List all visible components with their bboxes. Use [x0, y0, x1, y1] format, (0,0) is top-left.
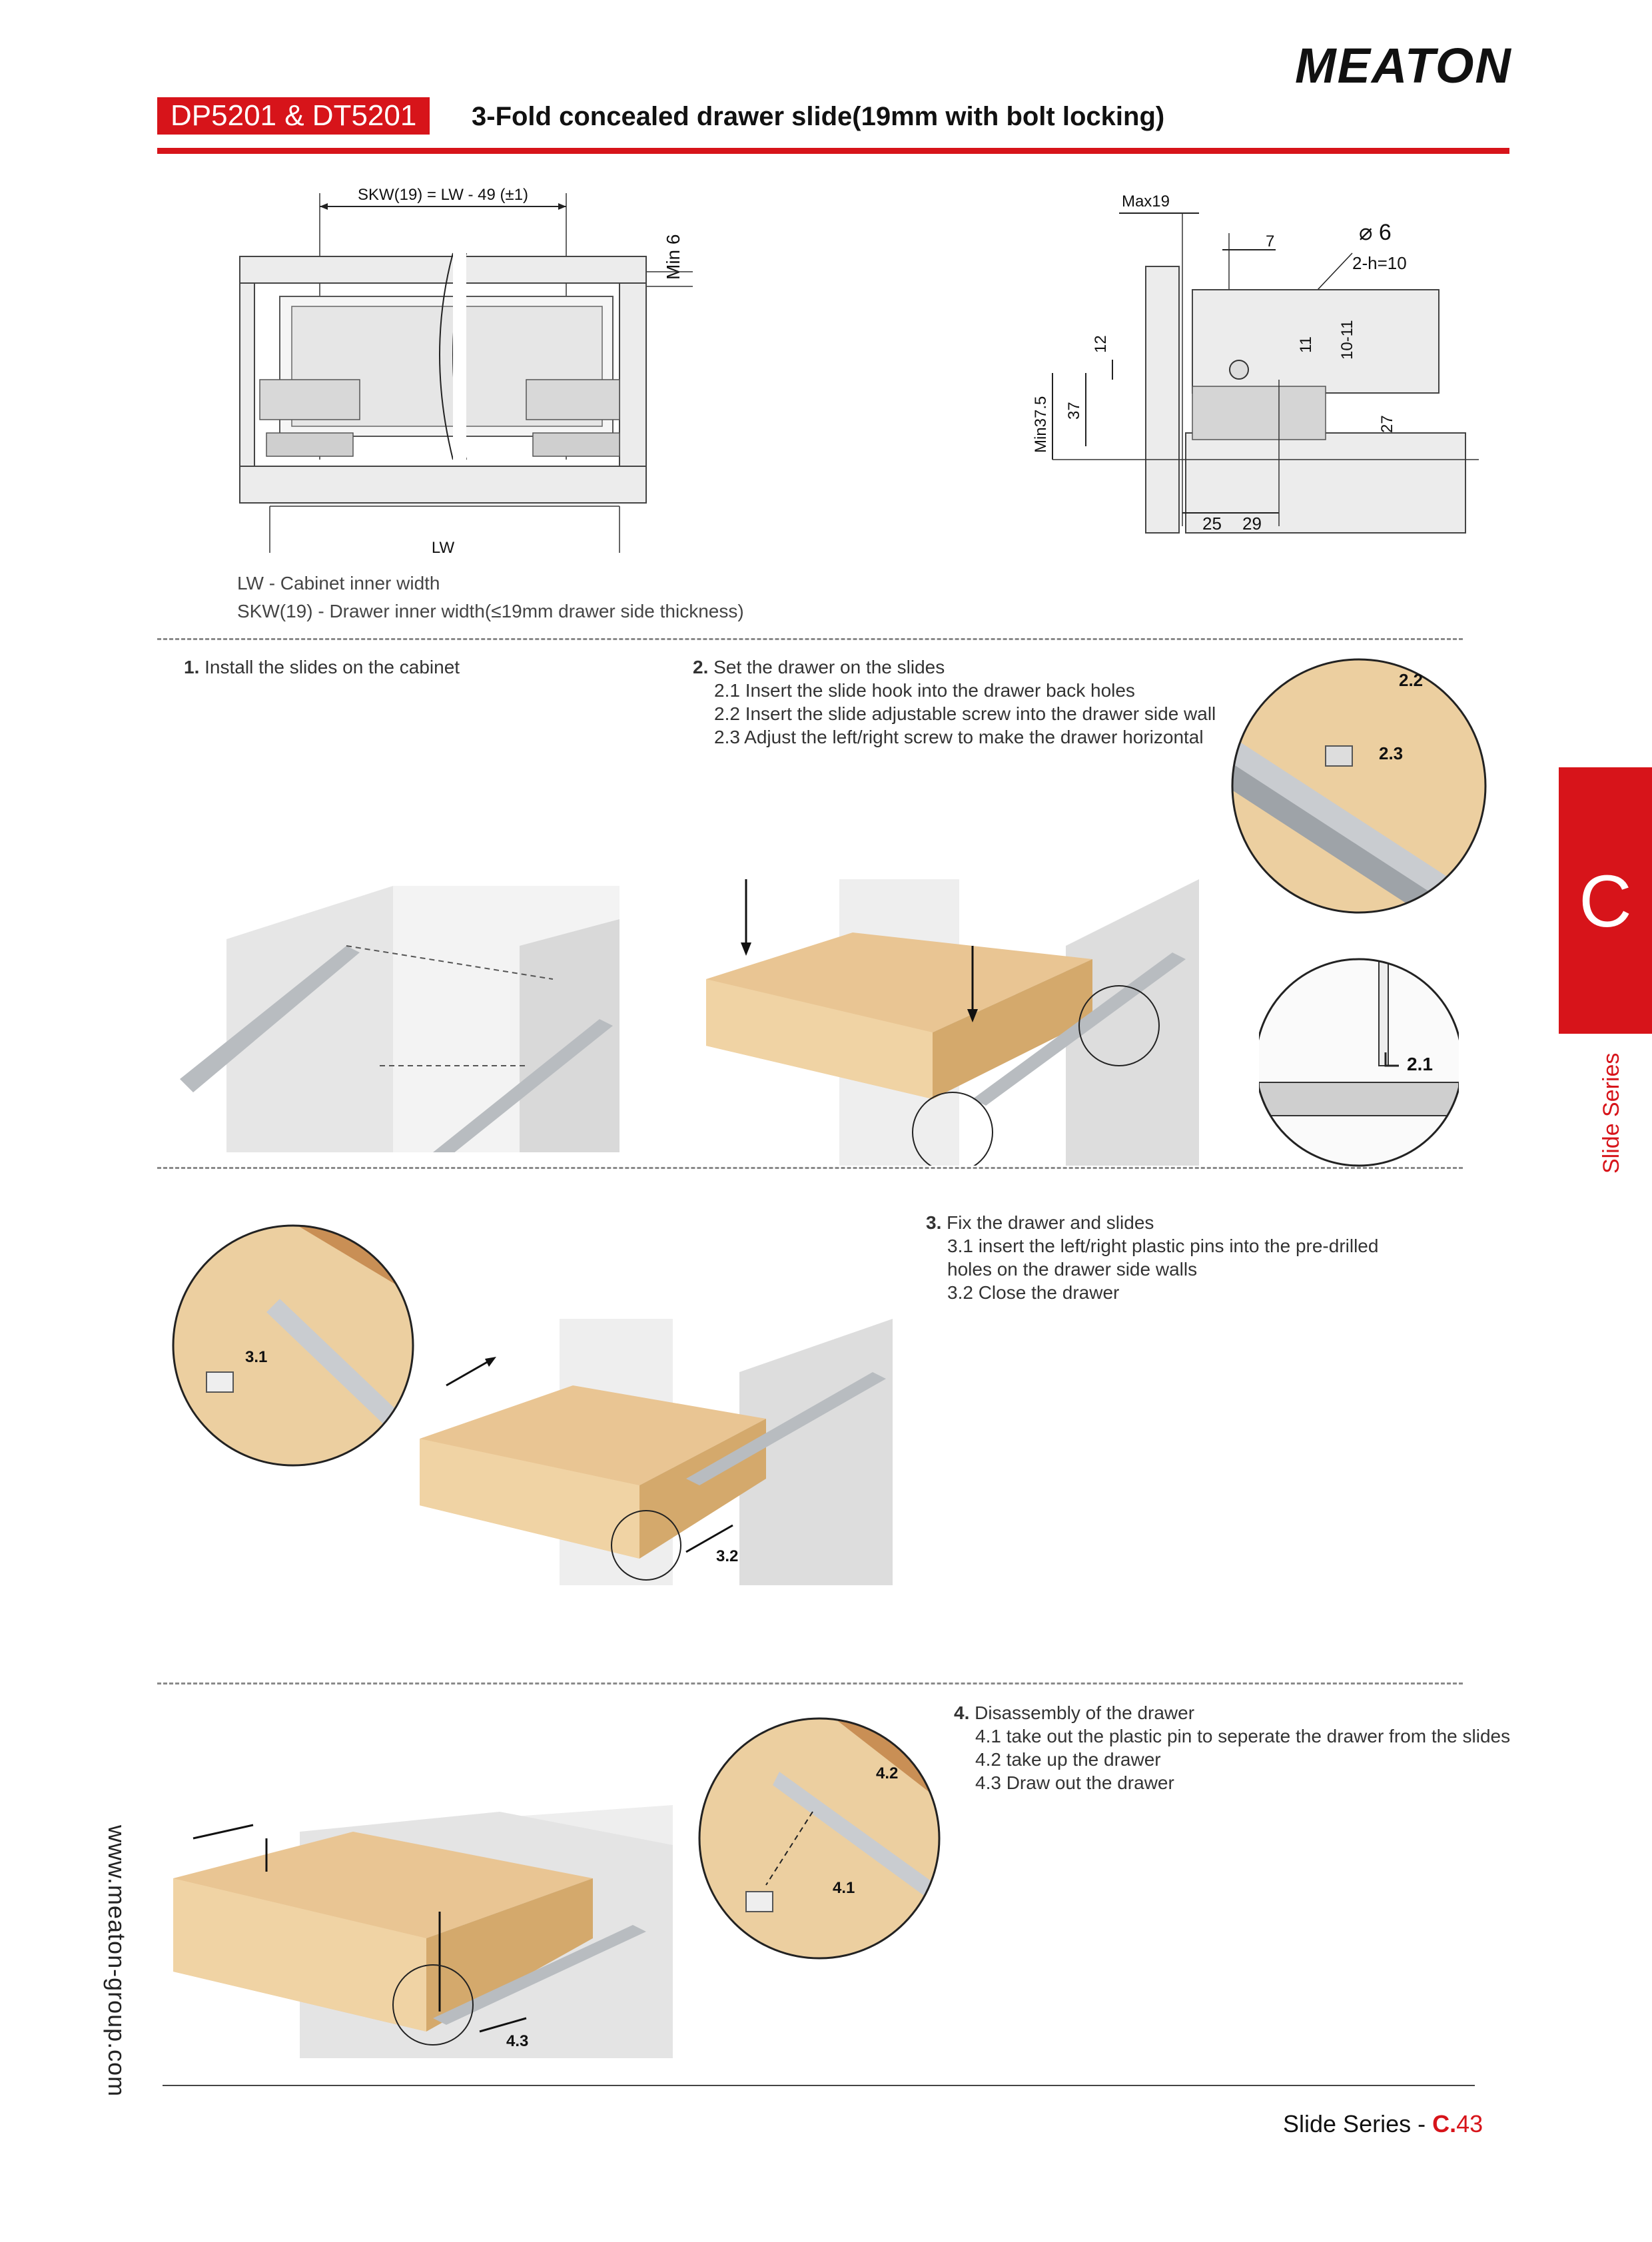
step3-text: Fix the drawer and slides [947, 1212, 1154, 1233]
footer-section: C. [1432, 2110, 1457, 2137]
step1-heading [184, 655, 460, 679]
footer-divider [163, 2085, 1475, 2086]
step2-text: Set the drawer on the slides [713, 657, 945, 677]
detail-4-1-4-2 [693, 1712, 946, 1965]
callout-2-1: 2.1 [1407, 1054, 1433, 1074]
page-footer [1283, 2110, 1483, 2138]
dim25-label: 25 [1202, 514, 1222, 534]
phi6-label: ⌀ 6 [1359, 220, 1392, 245]
cabinet-top-panel [240, 256, 646, 283]
dim7-label: 7 [1266, 232, 1275, 250]
cabinet-right-side [520, 919, 620, 1152]
section-divider-1 [157, 638, 1463, 640]
slide-cross-section [1192, 386, 1326, 440]
website-url: www.meaton-group.com [103, 1825, 131, 2097]
dim10-11-label: 10-11 [1338, 320, 1356, 360]
cabinet-side-wall [1146, 266, 1179, 533]
section-divider-3 [157, 1682, 1463, 1684]
step1-text: Install the slides on the cabinet [205, 657, 460, 677]
step3-sub1b: holes on the drawer side walls [947, 1259, 1198, 1280]
footer-label: Slide Series - [1283, 2110, 1433, 2137]
right-slide-profile [526, 380, 620, 420]
section-divider-2 [157, 1167, 1463, 1169]
step4-text: Disassembly of the drawer [975, 1702, 1195, 1723]
skw-formula-label: SKW(19) = LW - 49 (±1) [357, 186, 529, 204]
step3-sub2: 3.2 Close the drawer [947, 1282, 1120, 1303]
left-slide-profile [260, 380, 360, 420]
page-title: 3-Fold concealed drawer slide(19mm with bolt locking) [472, 102, 1165, 131]
dim27-label: 27 [1378, 415, 1396, 433]
dim11-label: 11 [1297, 336, 1315, 353]
side-section-diagram [1013, 180, 1479, 553]
model-badge: DP5201 & DT5201 [157, 97, 430, 135]
step4-block [954, 1701, 1510, 1794]
step4-sub3: 4.3 Draw out the drawer [975, 1772, 1174, 1793]
brand-logo: MEATON [1295, 38, 1512, 93]
dim37-label: 37 [1065, 402, 1083, 420]
header-divider [157, 148, 1509, 154]
section-label: Slide Series [1599, 1052, 1624, 1174]
legend-lw: LW - Cabinet inner width [237, 573, 440, 593]
step3-block [926, 1211, 1378, 1304]
step3-number: 3. [926, 1212, 942, 1233]
legend-skw: SKW(19) - Drawer inner width(≤19mm drawer side thickness) [237, 601, 744, 621]
step4-illustration [167, 1792, 699, 2058]
callout-2-3: 2.3 [1379, 743, 1404, 763]
callout-2-2: 2.2 [1399, 670, 1424, 690]
step1-number: 1. [184, 657, 200, 677]
step4-number: 4. [954, 1702, 970, 1723]
cabinet-bottom-panel [240, 466, 646, 503]
max19-label: Max19 [1121, 192, 1170, 210]
min6-label: Min 6 [663, 234, 683, 280]
dim12-label: 12 [1092, 335, 1110, 353]
step3-sub1: 3.1 insert the left/right plastic pins into the pre-drilled [947, 1236, 1379, 1256]
callout-3-1: 3.1 [245, 1348, 268, 1366]
cabinet-left-side [226, 886, 393, 1152]
step3-illustration [420, 1319, 899, 1585]
callout-4-3: 4.3 [506, 2032, 529, 2050]
step2-sub3: 2.3 Adjust the left/right screw to make the drawer horizontal [714, 727, 1204, 747]
step2-sub2: 2.2 Insert the slide adjustable screw into the drawer side wall [714, 703, 1216, 724]
step2-block [693, 655, 1216, 749]
drawer-side-panel [1192, 290, 1439, 393]
dim29-label: 29 [1242, 514, 1262, 534]
callout-3-2: 3.2 [716, 1547, 739, 1565]
step2-sub1: 2.1 Insert the slide hook into the drawer back holes [714, 680, 1135, 701]
detail-3-1 [167, 1219, 420, 1472]
step2-illustration [693, 879, 1226, 1166]
section-letter: C [1579, 861, 1632, 942]
detail-2-2-2-3 [1226, 653, 1492, 919]
step4-sub1: 4.1 take out the plastic pin to seperate the drawer from the slides [975, 1726, 1511, 1746]
min375-label: Min37.5 [1032, 396, 1050, 453]
step2-number: 2. [693, 657, 709, 677]
page-number: 43 [1456, 2110, 1483, 2137]
lw-label: LW [431, 539, 455, 553]
cabinet-front-diagram [226, 180, 693, 553]
bolt-lock [1230, 360, 1248, 379]
step4-sub2: 4.2 take up the drawer [975, 1749, 1161, 1770]
step1-illustration [180, 886, 620, 1152]
callout-4-2: 4.2 [876, 1764, 899, 1782]
detail-2-1 [1259, 952, 1459, 1172]
callout-4-1: 4.1 [833, 1879, 855, 1897]
hole-depth-label: 2-h=10 [1352, 253, 1407, 273]
